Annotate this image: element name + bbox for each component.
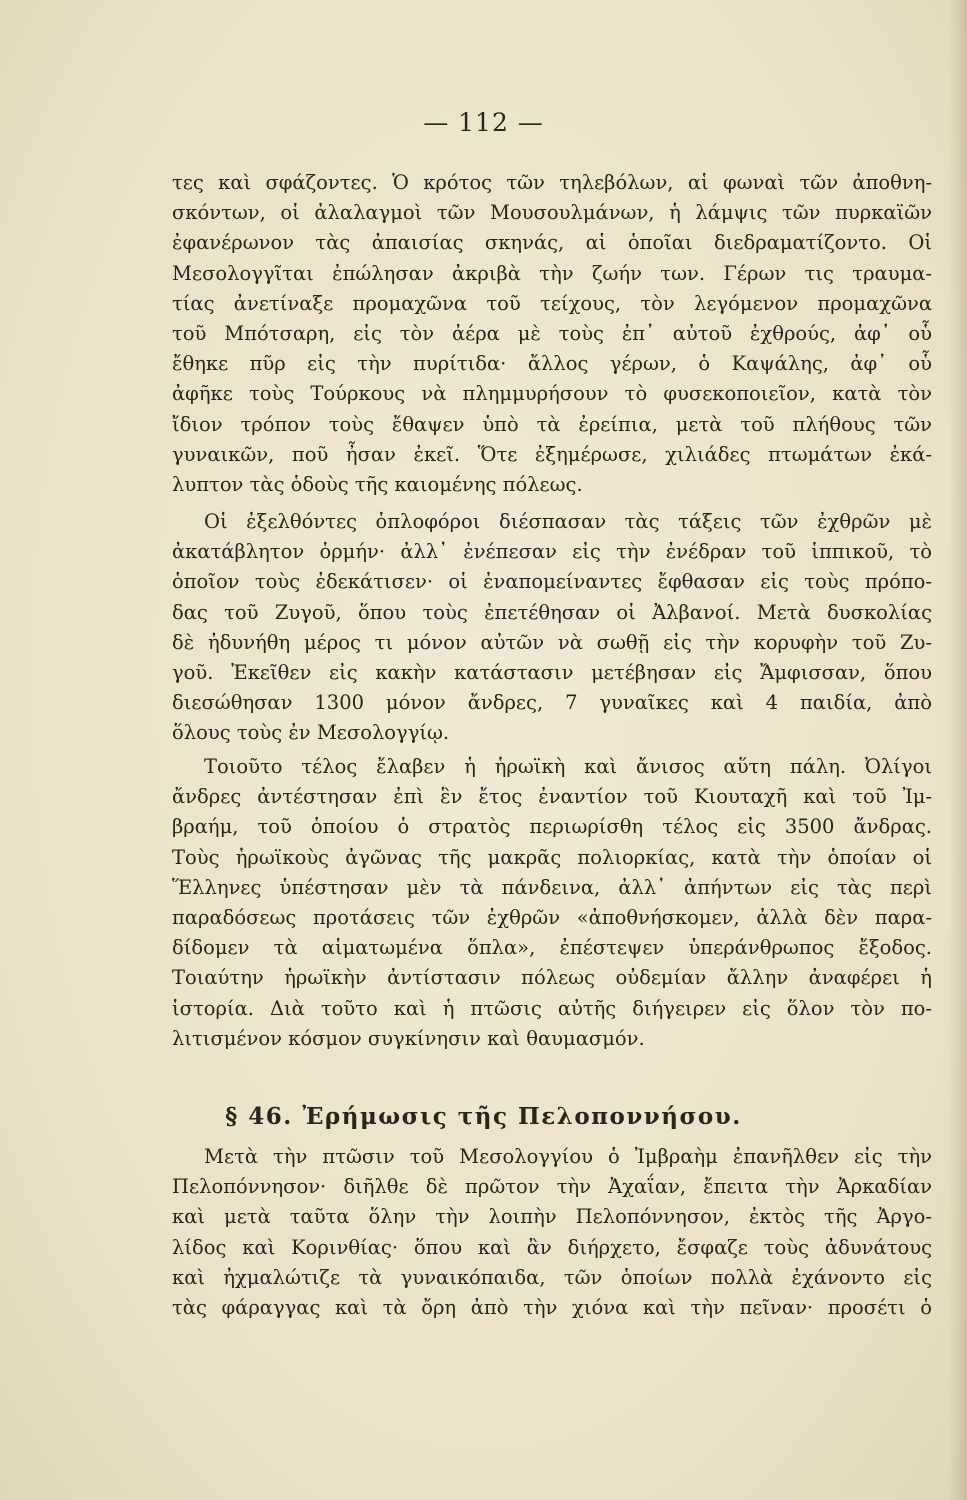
text-line: τοῦ Μπότσαρη, εἰς τὸν ἀέρα μὲ τοὺς ἐπ᾽ αὐτοῦ ἐχθρούς, ἀφ᾽ οὗ	[172, 321, 932, 345]
text-line: Πελοπόννησον· διῆλθε δὲ πρῶτον τὴν Ἀχαΐαν, ἔπειτα τὴν Ἀρκαδίαν	[172, 1175, 932, 1199]
section-heading: § 46. Ἐρήμωσις τῆς Πελοποννήσου.	[225, 1103, 742, 1130]
text-line: δας τοῦ Ζυγοῦ, ὅπου τοὺς ἐπετέθησαν οἱ Ἀλβανοί. Μετὰ δυσκολίας	[172, 600, 932, 624]
text-line: Τοιαύτην ἡρωϊκὴν ἀντίστασιν πόλεως οὐδεμίαν ἄλλην ἀναφέρει ἡ	[172, 966, 932, 990]
text-line: ὅλους τοὺς ἐν Μεσολογγίῳ.	[172, 721, 450, 745]
text-line: καὶ ἠχμαλώτιζε τὰ γυναικόπαιδα, τῶν ὁποίων πολλὰ ἐχάνοντο εἰς	[172, 1265, 932, 1289]
paragraph-3	[172, 752, 932, 1054]
text-line: ἀφῆκε τοὺς Τούρκους νὰ πλημμυρήσουν τὸ φυσεκοποιεῖον, κατὰ τὸν	[172, 382, 932, 406]
paragraph-2	[172, 507, 932, 749]
text-line: Ἕλληνες ὑπέστησαν μὲν τὰ πάνδεινα, ἀλλ᾽ ἀπήντων εἰς τὰς περὶ	[172, 875, 932, 899]
text-line: λιτισμένον κόσμον συγκίνησιν καὶ θαυμασμόν.	[172, 1026, 645, 1050]
text-line: λυπτον τὰς ὁδοὺς τῆς καιομένης πόλεως.	[172, 472, 583, 496]
text-line: τίας ἀνετίναξε προμαχῶνα τοῦ τείχους, τὸν λεγόμενον προμαχῶνα	[172, 291, 932, 315]
text-line: γυναικῶν, ποῦ ἦσαν ἐκεῖ. Ὅτε ἐξημέρωσε, χιλιάδες πτωμάτων ἐκά-	[172, 442, 932, 466]
page-number: — 112 —	[423, 108, 544, 137]
text-line: ἱστορία. Διὰ τοῦτο καὶ ἡ πτῶσις αὐτῆς διήγειρεν εἰς ὅλον τὸν πο-	[172, 996, 932, 1020]
text-line: καὶ μετὰ ταῦτα ὅλην τὴν λοιπὴν Πελοπόννησον, ἐκτὸς τῆς Ἀργο-	[172, 1205, 932, 1229]
text-line: Τοιοῦτο τέλος ἔλαβεν ἡ ἡρωϊκὴ καὶ ἄνισος αὕτη πάλη. Ὀλίγοι	[204, 755, 932, 778]
text-line: τὰς φάραγγας καὶ τὰ ὄρη ἀπὸ τὴν χιόνα καὶ τὴν πεῖναν· προσέτι ὁ	[172, 1295, 932, 1319]
paragraph-1	[172, 168, 932, 500]
text-line: δὲ ἠδυνήθη μέρος τι μόνον αὐτῶν νὰ σωθῇ εἰς τὴν κορυφὴν τοῦ Ζυ-	[172, 630, 932, 654]
text-line: λίδος καὶ Κορινθίας· ὅπου καὶ ἂν διήρχετο, ἔσφαζε τοὺς ἀδυνάτους	[172, 1235, 932, 1259]
text-line: ἴδιον τρόπον τοὺς ἔθαψεν ὑπὸ τὰ ἐρείπια, μετὰ τοῦ πλήθους τῶν	[172, 412, 932, 436]
text-line: ἄνδρες ἀντέστησαν ἐπὶ ἓν ἔτος ἐναντίον τοῦ Κιουταχῆ καὶ τοῦ Ἰμ-	[172, 785, 932, 809]
text-line: παραδόσεως προτάσεις τῶν ἐχθρῶν «ἀποθνήσκομεν, ἀλλὰ δὲν παρα-	[172, 905, 932, 929]
text-line: ὁποῖον τοὺς ἐδεκάτισεν· οἱ ἐναπομείναντες ἔφθασαν εἰς τοὺς πρόπο-	[172, 570, 932, 594]
text-line: βραήμ, τοῦ ὁποίου ὁ στρατὸς περιωρίσθη τέλος εἰς 3500 ἄνδρας.	[172, 815, 932, 839]
text-line: γοῦ. Ἐκεῖθεν εἰς κακὴν κατάστασιν μετέβησαν εἰς Ἄμφισσαν, ὅπου	[172, 660, 932, 684]
text-line: Μετὰ τὴν πτῶσιν τοῦ Μεσολογγίου ὁ Ἰμβραὴμ ἐπανῆλθεν εἰς τὴν	[204, 1145, 932, 1168]
text-line: διεσώθησαν 1300 μόνον ἄνδρες, 7 γυναῖκες καὶ 4 παιδία, ἀπὸ	[172, 691, 932, 715]
text-line: τες καὶ σφάζοντες. Ὁ κρότος τῶν τηλεβόλων, αἱ φωναὶ τῶν ἀποθνη-	[172, 171, 932, 194]
text-line: Οἱ ἐξελθόντες ὁπλοφόροι διέσπασαν τὰς τάξεις τῶν ἐχθρῶν μὲ	[204, 510, 932, 533]
text-line: Μεσολογγῖται ἐπώλησαν ἀκριβὰ τὴν ζωήν των. Γέρων τις τραυμα-	[172, 261, 932, 285]
text-line: σκόντων, οἱ ἀλαλαγμοὶ τῶν Μουσουλμάνων, ἡ λάμψις τῶν πυρκαϊῶν	[172, 201, 932, 225]
page-edge-shadow	[949, 0, 967, 1500]
text-line: ἀκατάβλητον ὁρμήν· ἀλλ᾽ ἐνέπεσαν εἰς τὴν ἐνέδραν τοῦ ἱππικοῦ, τὸ	[172, 540, 932, 564]
text-line: ἔθηκε πῦρ εἰς τὴν πυρίτιδα· ἄλλος γέρων, ὁ Καψάλης, ἀφ᾽ οὗ	[172, 352, 932, 376]
text-line: ἐφανέρωνον τὰς ἀπαισίας σκηνάς, αἱ ὁποῖαι διεδραματίζοντο. Οἱ	[172, 231, 932, 255]
text-line: δίδομεν τὰ αἱματωμένα ὅπλα», ἐπέστεψεν ὑπεράνθρωπος ἔξοδος.	[172, 936, 932, 960]
paragraph-4	[172, 1142, 932, 1323]
text-line: Τοὺς ἡρωϊκοὺς ἀγῶνας τῆς μακρᾶς πολιορκίας, κατὰ τὴν ὁποίαν οἱ	[172, 845, 932, 869]
